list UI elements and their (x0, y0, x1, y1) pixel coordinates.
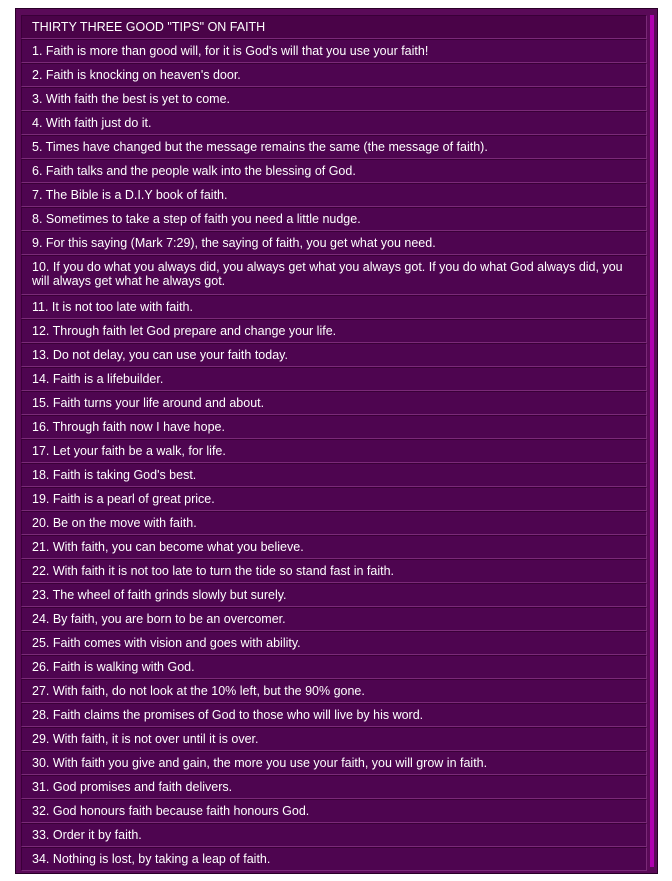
tip-row: 28. Faith claims the promises of God to those who will live by his word. (21, 703, 647, 727)
tip-row: 4. With faith just do it. (21, 111, 647, 135)
tip-row: 25. Faith comes with vision and goes with ability. (21, 631, 647, 655)
tip-row: 33. Order it by faith. (21, 823, 647, 847)
tip-row: 34. Nothing is lost, by taking a leap of faith. (21, 847, 647, 871)
tip-row: 11. It is not too late with faith. (21, 295, 647, 319)
tip-row: 2. Faith is knocking on heaven's door. (21, 63, 647, 87)
tip-row: 1. Faith is more than good will, for it is God's will that you use your faith! (21, 39, 647, 63)
tip-row: 22. With faith it is not too late to turn the tide so stand fast in faith. (21, 559, 647, 583)
tip-row: 14. Faith is a lifebuilder. (21, 367, 647, 391)
tip-row: 19. Faith is a pearl of great price. (21, 487, 647, 511)
tip-row: 16. Through faith now I have hope. (21, 415, 647, 439)
tip-row: 13. Do not delay, you can use your faith today. (21, 343, 647, 367)
tip-row: 32. God honours faith because faith honours God. (21, 799, 647, 823)
tips-panel (15, 8, 658, 874)
tip-row: 26. Faith is walking with God. (21, 655, 647, 679)
tip-row: 23. The wheel of faith grinds slowly but surely. (21, 583, 647, 607)
right-accent-bar (650, 15, 654, 867)
tip-row: 9. For this saying (Mark 7:29), the saying of faith, you get what you need. (21, 231, 647, 255)
tip-row: 21. With faith, you can become what you believe. (21, 535, 647, 559)
tip-row: 8. Sometimes to take a step of faith you need a little nudge. (21, 207, 647, 231)
table-header: THIRTY THREE GOOD "TIPS" ON FAITH (21, 15, 647, 39)
tip-row: 27. With faith, do not look at the 10% left, but the 90% gone. (21, 679, 647, 703)
tip-row: 5. Times have changed but the message remains the same (the message of faith). (21, 135, 647, 159)
tip-row: 6. Faith talks and the people walk into the blessing of God. (21, 159, 647, 183)
tip-row: 10. If you do what you always did, you always get what you always got. If you do what God always did, you will always get what he always got. (21, 255, 647, 295)
tips-table (21, 15, 647, 871)
tip-row: 17. Let your faith be a walk, for life. (21, 439, 647, 463)
tip-row: 3. With faith the best is yet to come. (21, 87, 647, 111)
tip-row: 15. Faith turns your life around and about. (21, 391, 647, 415)
tip-row: 18. Faith is taking God's best. (21, 463, 647, 487)
tip-row: 7. The Bible is a D.I.Y book of faith. (21, 183, 647, 207)
tip-row: 31. God promises and faith delivers. (21, 775, 647, 799)
tip-row: 12. Through faith let God prepare and change your life. (21, 319, 647, 343)
tip-row: 20. Be on the move with faith. (21, 511, 647, 535)
tip-row: 30. With faith you give and gain, the more you use your faith, you will grow in faith. (21, 751, 647, 775)
tip-row: 29. With faith, it is not over until it is over. (21, 727, 647, 751)
tip-row: 24. By faith, you are born to be an overcomer. (21, 607, 647, 631)
